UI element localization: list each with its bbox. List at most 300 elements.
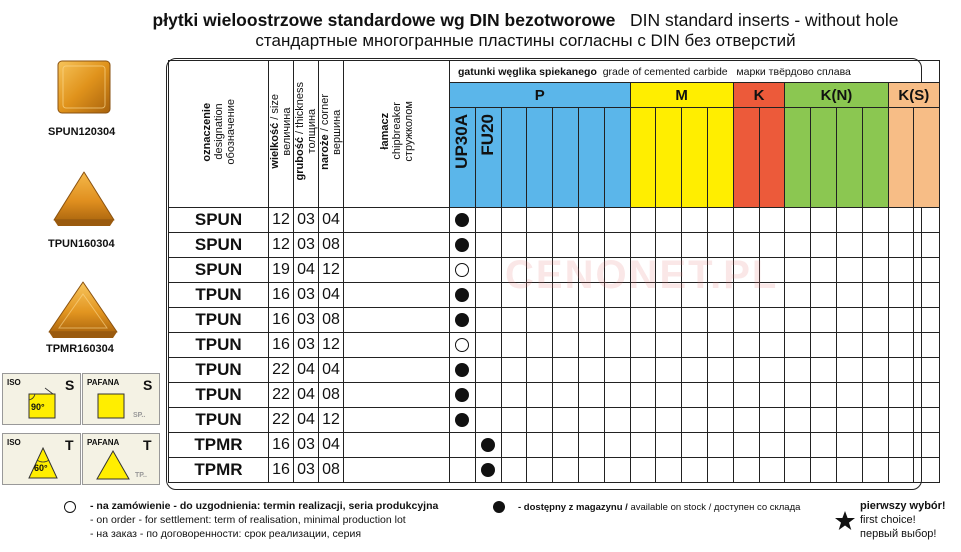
cell-chipbreaker xyxy=(344,408,450,433)
grade-cell xyxy=(527,283,553,308)
grade-cell xyxy=(707,233,733,258)
grade-cell xyxy=(785,333,811,358)
filled-circle-icon xyxy=(481,438,495,452)
grade-cell xyxy=(862,208,888,233)
grade-cell xyxy=(475,283,501,308)
grade-cell xyxy=(553,358,579,383)
grade-cell xyxy=(759,258,785,283)
legend-stock-ru: доступен со склада xyxy=(713,502,801,513)
grade-column-header xyxy=(888,108,914,208)
grade-name: FU20 xyxy=(478,114,498,156)
grade-cell xyxy=(862,458,888,483)
grade-cell xyxy=(811,258,837,283)
star-icon xyxy=(834,510,856,532)
legend-first-choice-pl: pierwszy wybór! xyxy=(860,500,946,512)
grade-cell xyxy=(759,358,785,383)
grade-cell xyxy=(656,358,682,383)
grade-cell xyxy=(553,333,579,358)
insert-image-triangle-2 xyxy=(45,278,121,340)
table-row xyxy=(169,358,940,383)
open-circle-icon xyxy=(455,338,469,352)
grade-cell xyxy=(578,258,604,283)
grade-cell xyxy=(450,208,476,233)
thickness-pl: grubość xyxy=(294,137,306,181)
chipbreaker-pl: łamacz xyxy=(378,113,391,150)
grade-cell xyxy=(733,408,759,433)
grade-cell xyxy=(553,308,579,333)
cell-size: 22 xyxy=(269,408,294,433)
grade-cell xyxy=(888,283,914,308)
grade-cell xyxy=(527,458,553,483)
grade-column-header xyxy=(811,108,837,208)
cell-corner: 12 xyxy=(319,333,344,358)
grade-cell xyxy=(450,308,476,333)
angle-label: 90° xyxy=(31,402,45,412)
grade-cell xyxy=(759,308,785,333)
grade-cell xyxy=(475,233,501,258)
filled-circle-icon xyxy=(455,363,469,377)
grade-cell xyxy=(785,458,811,483)
grade-cell xyxy=(501,358,527,383)
cell-thickness: 03 xyxy=(294,208,319,233)
size-ru: величина xyxy=(281,107,293,156)
group-header: K(N) xyxy=(785,83,888,108)
grade-cell xyxy=(604,358,630,383)
grade-cell xyxy=(527,333,553,358)
grade-cell xyxy=(914,283,940,308)
legend-first-choice-en: first choice! xyxy=(860,514,916,526)
grade-cell xyxy=(707,358,733,383)
cell-thickness: 04 xyxy=(294,358,319,383)
grade-cell xyxy=(553,383,579,408)
title-line-1 xyxy=(90,10,961,31)
grade-cell xyxy=(682,383,708,408)
grade-cell xyxy=(630,208,656,233)
cell-thickness: 03 xyxy=(294,458,319,483)
header-row-grades xyxy=(169,61,940,83)
grade-cell xyxy=(707,258,733,283)
cell-size: 16 xyxy=(269,283,294,308)
grade-cell xyxy=(785,258,811,283)
table-row xyxy=(169,283,940,308)
size-en: / size xyxy=(269,94,281,120)
insert-label: TPUN160304 xyxy=(48,238,115,250)
iso-box-triangle xyxy=(2,433,81,485)
grade-cell xyxy=(785,408,811,433)
cell-code: TPUN xyxy=(169,408,269,433)
watermark: CENONET.PL xyxy=(505,253,779,297)
grade-column-header xyxy=(785,108,811,208)
legend-first-choice-ru: первый выбор! xyxy=(860,528,937,540)
grade-column-header xyxy=(604,108,630,208)
designation-pl: oznaczenie xyxy=(200,102,213,161)
grade-cell xyxy=(811,333,837,358)
grade-cell xyxy=(630,433,656,458)
grade-cell xyxy=(630,233,656,258)
cell-corner: 08 xyxy=(319,308,344,333)
grade-cell xyxy=(888,433,914,458)
grade-cell xyxy=(914,308,940,333)
grade-cell xyxy=(836,333,862,358)
grade-cell xyxy=(682,358,708,383)
grade-cell xyxy=(707,308,733,333)
pafana-shape-letter: S xyxy=(143,377,153,393)
grade-cell xyxy=(888,233,914,258)
designation-en: designation xyxy=(212,103,225,160)
column-header-designation xyxy=(169,61,269,208)
grade-cell xyxy=(604,283,630,308)
grade-cell xyxy=(450,383,476,408)
grade-cell xyxy=(630,358,656,383)
table-row xyxy=(169,458,940,483)
chipbreaker-ru: стружколом xyxy=(402,101,415,162)
grade-cell xyxy=(888,308,914,333)
grade-cell xyxy=(914,358,940,383)
table-row xyxy=(169,308,940,333)
grade-column-header xyxy=(450,108,476,208)
grade-column-header xyxy=(914,108,940,208)
chipbreaker-en: chipbreaker xyxy=(390,102,403,161)
cell-code: SPUN xyxy=(169,233,269,258)
cell-size: 16 xyxy=(269,308,294,333)
grade-cell xyxy=(836,433,862,458)
grade-column-header xyxy=(759,108,785,208)
cell-chipbreaker xyxy=(344,283,450,308)
cell-chipbreaker xyxy=(344,458,450,483)
grade-cell xyxy=(707,383,733,408)
grade-cell xyxy=(759,208,785,233)
cell-chipbreaker xyxy=(344,233,450,258)
grade-column-header xyxy=(501,108,527,208)
grade-cell xyxy=(888,358,914,383)
grade-cell xyxy=(630,408,656,433)
cell-chipbreaker xyxy=(344,358,450,383)
grade-column-header xyxy=(630,108,656,208)
cell-code: SPUN xyxy=(169,258,269,283)
grade-cell xyxy=(682,258,708,283)
grade-cell xyxy=(888,333,914,358)
grade-cell xyxy=(604,208,630,233)
grade-cell xyxy=(553,258,579,283)
grade-cell xyxy=(578,458,604,483)
legend-stock xyxy=(518,502,800,513)
column-header-corner xyxy=(319,61,344,208)
grade-cell xyxy=(733,233,759,258)
grade-cell xyxy=(501,433,527,458)
grade-cell xyxy=(501,408,527,433)
grade-cell xyxy=(656,458,682,483)
grade-cell xyxy=(682,308,708,333)
grade-cell xyxy=(475,333,501,358)
grade-cell xyxy=(862,283,888,308)
grades-header xyxy=(450,61,940,83)
grade-cell xyxy=(578,383,604,408)
grade-cell xyxy=(604,308,630,333)
insert-image-square xyxy=(55,58,113,116)
grades-header-pl: gatunki węglika spiekanego xyxy=(458,65,597,78)
grade-cell xyxy=(450,258,476,283)
filled-circle-icon xyxy=(481,463,495,477)
grade-cell xyxy=(759,383,785,408)
grade-cell xyxy=(836,358,862,383)
cell-thickness: 03 xyxy=(294,333,319,358)
grade-cell xyxy=(811,233,837,258)
cell-corner: 08 xyxy=(319,233,344,258)
legend-on-order-ru: - на заказ - по договоренности: срок реализации, серия xyxy=(90,528,362,540)
grade-cell xyxy=(527,383,553,408)
grade-cell xyxy=(733,208,759,233)
grade-column-header xyxy=(578,108,604,208)
pafana-code: SP.. xyxy=(133,412,146,419)
title-polish: płytki wieloostrzowe standardowe wg DIN bezotworowe xyxy=(152,10,616,30)
cell-thickness: 03 xyxy=(294,433,319,458)
grade-cell xyxy=(811,458,837,483)
grade-cell xyxy=(733,458,759,483)
grade-cell xyxy=(707,208,733,233)
grade-cell xyxy=(578,358,604,383)
legend-on-order-pl: - na zamówienie - do uzgodnienia: termin realizacji, seria produkcyjna xyxy=(90,500,439,512)
grade-column-header xyxy=(656,108,682,208)
square-shape-icon xyxy=(95,392,129,422)
cell-corner: 08 xyxy=(319,458,344,483)
cell-code: TPUN xyxy=(169,308,269,333)
filled-circle-icon xyxy=(455,238,469,252)
grade-cell xyxy=(578,208,604,233)
triangle-insert-icon xyxy=(45,278,121,340)
grade-cell xyxy=(604,233,630,258)
grade-cell xyxy=(836,283,862,308)
grade-column-header xyxy=(682,108,708,208)
grade-column-header xyxy=(862,108,888,208)
grade-cell xyxy=(553,233,579,258)
grade-cell xyxy=(811,408,837,433)
grade-column-header xyxy=(553,108,579,208)
insert-label: SPUN120304 xyxy=(48,126,116,138)
grade-cell xyxy=(604,258,630,283)
filled-circle-icon xyxy=(455,313,469,327)
size-pl: wielkość xyxy=(269,122,281,169)
grade-cell xyxy=(450,433,476,458)
grade-cell xyxy=(914,208,940,233)
grade-cell xyxy=(862,308,888,333)
group-header: M xyxy=(630,83,733,108)
grade-cell xyxy=(604,433,630,458)
grade-cell xyxy=(836,458,862,483)
cell-corner: 12 xyxy=(319,408,344,433)
cell-code: TPMR xyxy=(169,433,269,458)
grade-cell xyxy=(862,233,888,258)
grade-cell xyxy=(656,333,682,358)
cell-chipbreaker xyxy=(344,433,450,458)
filled-circle-icon xyxy=(455,213,469,227)
insert-label: TPMR160304 xyxy=(46,343,114,355)
cell-code: TPUN xyxy=(169,333,269,358)
grade-cell xyxy=(527,433,553,458)
cell-chipbreaker xyxy=(344,333,450,358)
grade-cell xyxy=(862,408,888,433)
cell-thickness: 04 xyxy=(294,258,319,283)
grade-cell xyxy=(682,433,708,458)
grade-cell xyxy=(553,433,579,458)
grade-cell xyxy=(862,433,888,458)
grade-cell xyxy=(527,358,553,383)
pafana-box-square xyxy=(82,373,160,425)
grade-cell xyxy=(707,333,733,358)
grade-cell xyxy=(656,258,682,283)
grade-cell xyxy=(836,233,862,258)
triangle-shape-icon xyxy=(93,448,133,482)
cell-thickness: 04 xyxy=(294,408,319,433)
grade-cell xyxy=(656,208,682,233)
cell-size: 16 xyxy=(269,333,294,358)
cell-corner: 04 xyxy=(319,208,344,233)
square-insert-icon xyxy=(55,58,113,116)
grade-cell xyxy=(475,208,501,233)
grade-cell xyxy=(707,433,733,458)
filled-circle-icon xyxy=(493,501,505,513)
pafana-label: PAFANA xyxy=(87,438,120,447)
grade-cell xyxy=(604,458,630,483)
grade-cell xyxy=(501,208,527,233)
angle-label: 60° xyxy=(34,463,48,473)
grade-cell xyxy=(630,258,656,283)
grade-cell xyxy=(475,458,501,483)
table-row xyxy=(169,208,940,233)
legend-on-order-en: - on order - for settlement: term of realisation, minimal production lot xyxy=(90,514,406,526)
group-header: K xyxy=(733,83,785,108)
insert-image-triangle xyxy=(50,168,118,228)
grade-cell xyxy=(785,208,811,233)
grade-cell xyxy=(450,333,476,358)
grade-cell xyxy=(682,408,708,433)
grade-cell xyxy=(656,383,682,408)
grade-cell xyxy=(733,383,759,408)
grade-cell xyxy=(862,333,888,358)
grade-cell xyxy=(733,308,759,333)
grade-cell xyxy=(501,383,527,408)
grade-cell xyxy=(682,458,708,483)
grade-cell xyxy=(553,458,579,483)
grade-cell xyxy=(759,433,785,458)
grade-cell xyxy=(501,233,527,258)
table-row xyxy=(169,408,940,433)
filled-circle-icon xyxy=(455,413,469,427)
grade-cell xyxy=(785,233,811,258)
title-russian: стандартные многогранные пластины согласны с DIN без отверстий xyxy=(255,31,796,50)
grade-cell xyxy=(811,383,837,408)
cell-thickness: 03 xyxy=(294,233,319,258)
iso-shape-letter: T xyxy=(65,437,74,453)
thickness-en: / thickness xyxy=(294,82,306,135)
grade-cell xyxy=(656,408,682,433)
cell-size: 12 xyxy=(269,208,294,233)
grade-cell xyxy=(630,458,656,483)
grade-cell xyxy=(862,358,888,383)
grade-cell xyxy=(759,408,785,433)
grade-cell xyxy=(501,258,527,283)
grade-cell xyxy=(888,383,914,408)
cell-corner: 04 xyxy=(319,358,344,383)
grade-cell xyxy=(836,308,862,333)
triangle-insert-icon xyxy=(50,168,118,228)
grade-cell xyxy=(862,383,888,408)
grade-column-header xyxy=(707,108,733,208)
grade-cell xyxy=(733,433,759,458)
open-circle-icon xyxy=(455,263,469,277)
grade-cell xyxy=(914,458,940,483)
grade-cell xyxy=(553,208,579,233)
grade-cell xyxy=(630,333,656,358)
pafana-label: PAFANA xyxy=(87,378,120,387)
grade-cell xyxy=(475,258,501,283)
grades-header-en: grade of cemented carbide xyxy=(602,65,728,78)
cell-corner: 12 xyxy=(319,258,344,283)
grade-cell xyxy=(450,233,476,258)
grade-cell xyxy=(888,408,914,433)
grade-cell xyxy=(527,408,553,433)
grade-cell xyxy=(501,333,527,358)
cell-size: 16 xyxy=(269,458,294,483)
filled-circle-icon xyxy=(455,388,469,402)
table-row xyxy=(169,383,940,408)
cell-code: TPMR xyxy=(169,458,269,483)
grade-cell xyxy=(759,333,785,358)
grade-cell xyxy=(836,258,862,283)
cell-size: 19 xyxy=(269,258,294,283)
grade-cell xyxy=(914,408,940,433)
grade-column-header xyxy=(836,108,862,208)
grade-cell xyxy=(914,258,940,283)
pafana-code: TP.. xyxy=(135,472,147,479)
grade-cell xyxy=(811,433,837,458)
grade-cell xyxy=(475,358,501,383)
open-circle-icon xyxy=(64,501,76,513)
cell-size: 12 xyxy=(269,233,294,258)
grade-cell xyxy=(501,458,527,483)
table-row xyxy=(169,433,940,458)
table-row xyxy=(169,333,940,358)
grade-column-header xyxy=(475,108,501,208)
grade-cell xyxy=(450,458,476,483)
grade-cell xyxy=(475,408,501,433)
grade-cell xyxy=(630,383,656,408)
grade-cell xyxy=(682,208,708,233)
cell-code: TPUN xyxy=(169,358,269,383)
grade-cell xyxy=(733,358,759,383)
cell-size: 16 xyxy=(269,433,294,458)
grade-cell xyxy=(656,233,682,258)
group-header: K(S) xyxy=(888,83,940,108)
cell-code: TPUN xyxy=(169,383,269,408)
grade-cell xyxy=(630,308,656,333)
designation-ru: обозначение xyxy=(224,98,237,165)
grade-cell xyxy=(450,283,476,308)
grade-cell xyxy=(707,283,733,308)
corner-pl: naroże xyxy=(319,133,331,170)
grade-cell xyxy=(785,383,811,408)
iso-label: ISO xyxy=(7,378,21,387)
grade-cell xyxy=(578,233,604,258)
grade-cell xyxy=(527,308,553,333)
grade-cell xyxy=(604,383,630,408)
grade-cell xyxy=(450,358,476,383)
cell-thickness: 04 xyxy=(294,383,319,408)
grade-cell xyxy=(475,433,501,458)
grade-cell xyxy=(578,283,604,308)
grade-cell xyxy=(656,308,682,333)
grade-cell xyxy=(862,258,888,283)
filled-circle-icon xyxy=(455,288,469,302)
